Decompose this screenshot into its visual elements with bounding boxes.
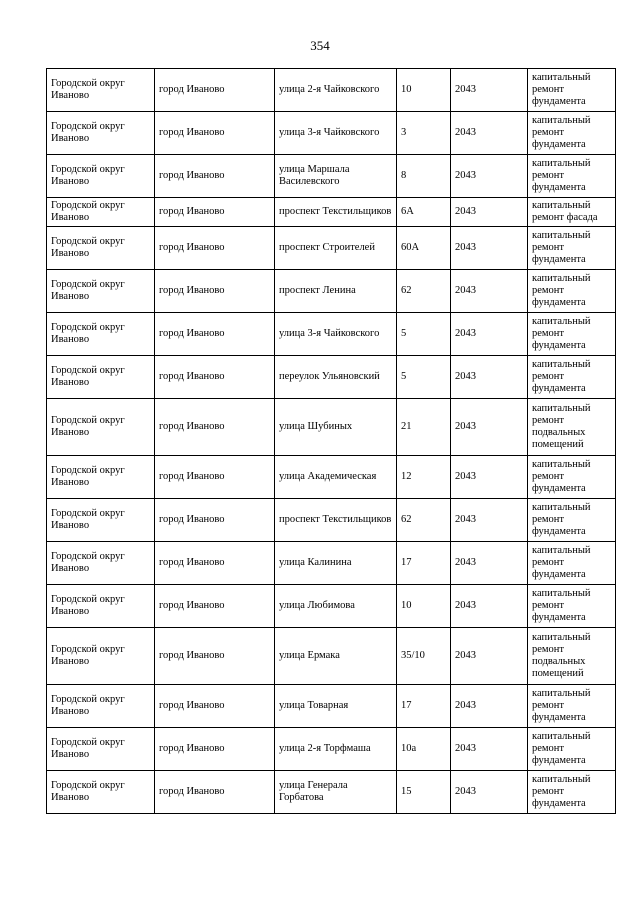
district-cell: Городской округ Иваново [47, 628, 155, 685]
table-row [47, 499, 616, 542]
settlement-cell: город Иваново [155, 313, 275, 356]
year-cell: 2043 [451, 198, 528, 227]
street-cell: улица 3-я Чайковского [275, 313, 397, 356]
year-cell: 2043 [451, 585, 528, 628]
year-cell: 2043 [451, 112, 528, 155]
district-cell: Городской округ Иваново [47, 456, 155, 499]
district-cell: Городской округ Иваново [47, 685, 155, 728]
settlement-cell: город Иваново [155, 628, 275, 685]
table-row [47, 771, 616, 814]
street-cell: улица 2-я Чайковского [275, 69, 397, 112]
district-cell: Городской округ Иваново [47, 112, 155, 155]
registry-table-body [47, 69, 616, 814]
district-cell: Городской округ Иваново [47, 313, 155, 356]
settlement-cell: город Иваново [155, 270, 275, 313]
street-cell: улица Академическая [275, 456, 397, 499]
year-cell: 2043 [451, 542, 528, 585]
house-number-cell: 35/10 [397, 628, 451, 685]
street-cell: улица Ермака [275, 628, 397, 685]
work-type-cell: капитальный ремонт фундамента [528, 456, 616, 499]
house-number-cell: 62 [397, 270, 451, 313]
house-number-cell: 15 [397, 771, 451, 814]
settlement-cell: город Иваново [155, 69, 275, 112]
table-row [47, 270, 616, 313]
work-type-cell: капитальный ремонт фундамента [528, 585, 616, 628]
house-number-cell: 10а [397, 728, 451, 771]
table-row [47, 456, 616, 499]
year-cell: 2043 [451, 399, 528, 456]
table-row [47, 585, 616, 628]
street-cell: улица Калинина [275, 542, 397, 585]
settlement-cell: город Иваново [155, 155, 275, 198]
street-cell: улица Товарная [275, 685, 397, 728]
street-cell: улица 3-я Чайковского [275, 112, 397, 155]
district-cell: Городской округ Иваново [47, 227, 155, 270]
year-cell: 2043 [451, 270, 528, 313]
house-number-cell: 8 [397, 155, 451, 198]
house-number-cell: 10 [397, 585, 451, 628]
street-cell: проспект Ленина [275, 270, 397, 313]
street-cell: улица Генерала Горбатова [275, 771, 397, 814]
work-type-cell: капитальный ремонт фундамента [528, 771, 616, 814]
district-cell: Городской округ Иваново [47, 499, 155, 542]
settlement-cell: город Иваново [155, 499, 275, 542]
table-row [47, 155, 616, 198]
work-type-cell: капитальный ремонт фундамента [528, 542, 616, 585]
year-cell: 2043 [451, 155, 528, 198]
district-cell: Городской округ Иваново [47, 270, 155, 313]
house-number-cell: 3 [397, 112, 451, 155]
district-cell: Городской округ Иваново [47, 728, 155, 771]
settlement-cell: город Иваново [155, 227, 275, 270]
settlement-cell: город Иваново [155, 542, 275, 585]
street-cell: проспект Текстильщиков [275, 198, 397, 227]
house-number-cell: 21 [397, 399, 451, 456]
house-number-cell: 17 [397, 685, 451, 728]
district-cell: Городской округ Иваново [47, 399, 155, 456]
table-row [47, 542, 616, 585]
street-cell: улица Шубиных [275, 399, 397, 456]
house-number-cell: 17 [397, 542, 451, 585]
year-cell: 2043 [451, 771, 528, 814]
street-cell: проспект Текстильщиков [275, 499, 397, 542]
table-row [47, 313, 616, 356]
year-cell: 2043 [451, 69, 528, 112]
table-row [47, 728, 616, 771]
table-row [47, 198, 616, 227]
street-cell: улица Любимова [275, 585, 397, 628]
house-number-cell: 5 [397, 356, 451, 399]
year-cell: 2043 [451, 728, 528, 771]
work-type-cell: капитальный ремонт фундамента [528, 356, 616, 399]
settlement-cell: город Иваново [155, 456, 275, 499]
district-cell: Городской округ Иваново [47, 155, 155, 198]
work-type-cell: капитальный ремонт фундамента [528, 155, 616, 198]
district-cell: Городской округ Иваново [47, 198, 155, 227]
year-cell: 2043 [451, 313, 528, 356]
work-type-cell: капитальный ремонт фундамента [528, 69, 616, 112]
settlement-cell: город Иваново [155, 399, 275, 456]
table-row [47, 399, 616, 456]
settlement-cell: город Иваново [155, 356, 275, 399]
street-cell: переулок Ульяновский [275, 356, 397, 399]
year-cell: 2043 [451, 499, 528, 542]
page-number: 354 [310, 38, 330, 53]
settlement-cell: город Иваново [155, 685, 275, 728]
table-row [47, 356, 616, 399]
registry-table [46, 68, 616, 814]
table-row [47, 685, 616, 728]
district-cell: Городской округ Иваново [47, 771, 155, 814]
table-row [47, 112, 616, 155]
work-type-cell: капитальный ремонт фундамента [528, 227, 616, 270]
house-number-cell: 62 [397, 499, 451, 542]
year-cell: 2043 [451, 356, 528, 399]
table-row [47, 628, 616, 685]
work-type-cell: капитальный ремонт фундамента [528, 685, 616, 728]
house-number-cell: 5 [397, 313, 451, 356]
house-number-cell: 6А [397, 198, 451, 227]
work-type-cell: капитальный ремонт фундамента [528, 499, 616, 542]
house-number-cell: 12 [397, 456, 451, 499]
district-cell: Городской округ Иваново [47, 585, 155, 628]
year-cell: 2043 [451, 628, 528, 685]
work-type-cell: капитальный ремонт фундамента [528, 313, 616, 356]
year-cell: 2043 [451, 227, 528, 270]
street-cell: улица 2-я Торфмаша [275, 728, 397, 771]
work-type-cell: капитальный ремонт подвальных помещений [528, 399, 616, 456]
table-row [47, 69, 616, 112]
district-cell: Городской округ Иваново [47, 69, 155, 112]
district-cell: Городской округ Иваново [47, 542, 155, 585]
settlement-cell: город Иваново [155, 198, 275, 227]
street-cell: проспект Строителей [275, 227, 397, 270]
work-type-cell: капитальный ремонт фундамента [528, 728, 616, 771]
table-row [47, 227, 616, 270]
work-type-cell: капитальный ремонт фасада [528, 198, 616, 227]
house-number-cell: 60А [397, 227, 451, 270]
settlement-cell: город Иваново [155, 112, 275, 155]
street-cell: улица Маршала Василевского [275, 155, 397, 198]
settlement-cell: город Иваново [155, 728, 275, 771]
year-cell: 2043 [451, 685, 528, 728]
house-number-cell: 10 [397, 69, 451, 112]
work-type-cell: капитальный ремонт фундамента [528, 112, 616, 155]
work-type-cell: капитальный ремонт фундамента [528, 270, 616, 313]
year-cell: 2043 [451, 456, 528, 499]
settlement-cell: город Иваново [155, 771, 275, 814]
settlement-cell: город Иваново [155, 585, 275, 628]
work-type-cell: капитальный ремонт подвальных помещений [528, 628, 616, 685]
district-cell: Городской округ Иваново [47, 356, 155, 399]
